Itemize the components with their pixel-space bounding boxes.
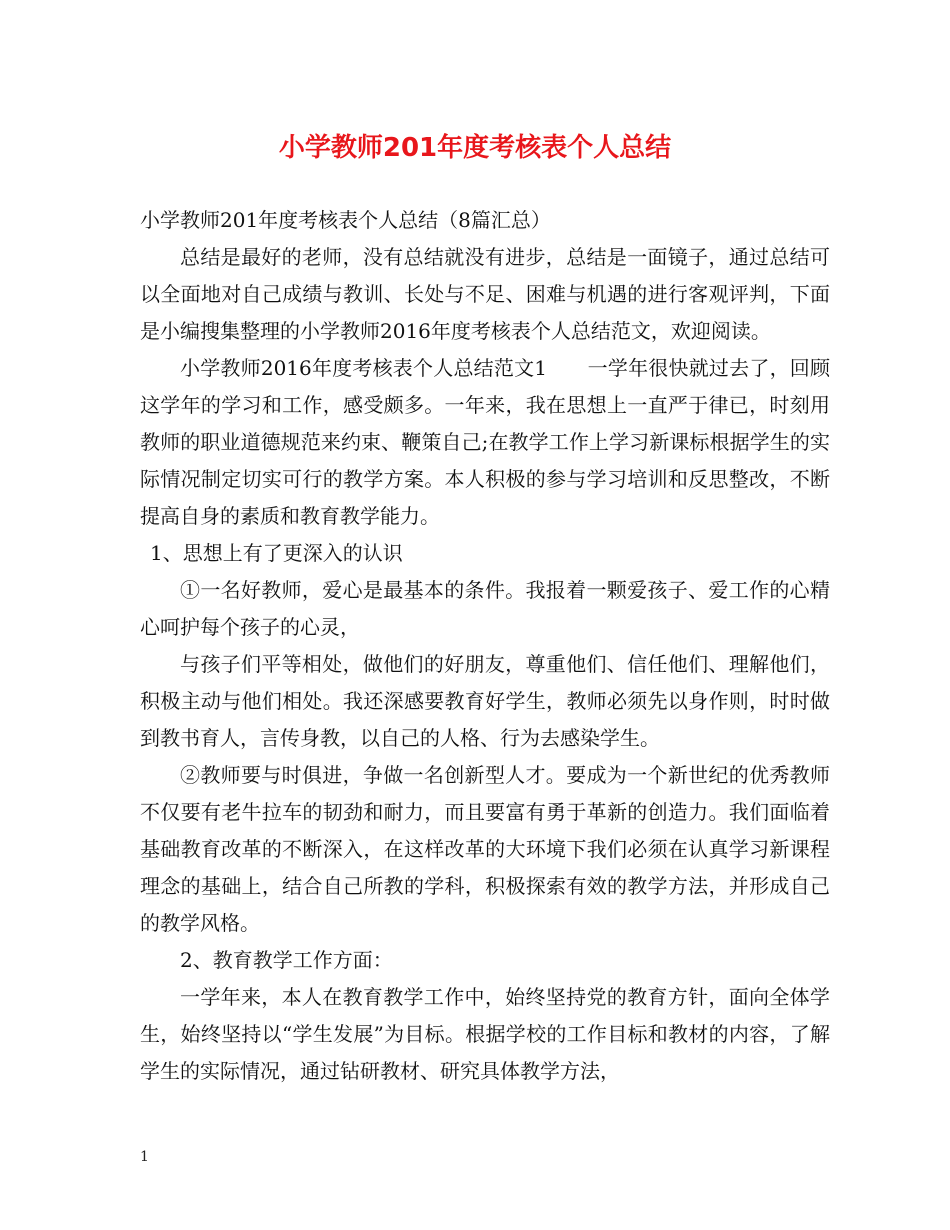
paragraph-intro: 总结是最好的老师，没有总结就没有进步，总结是一面镜子，通过总结可以全面地对自己成绩与教训、长处与不足、困难与机遇的进行客观评判，下面是小编搜集整理的小学教师2016年度考核表个人总结范文，欢迎阅读。: [140, 245, 830, 343]
document-subtitle: 小学教师201年度考核表个人总结（8篇汇总）: [140, 208, 551, 232]
section-heading-2: 2、教育教学工作方面：: [180, 948, 393, 972]
document-body: [140, 202, 830, 1090]
paragraph-point-1: ①一名好教师，爱心是最基本的条件。我报着一颗爱孩子、爱工作的心精心呵护每个孩子的心灵，: [140, 578, 830, 639]
paragraph-teaching: 一学年来，本人在教育教学工作中，始终坚持党的教育方针，面向全体学生，始终坚持以“学生发展”为目标。根据学校的工作目标和教材的内容，了解学生的实际情况，通过钻研教材、研究具体教学方法，: [140, 985, 830, 1083]
paragraph-point-2: ②教师要与时俱进，争做一名创新型人才。要成为一个新世纪的优秀教师不仅要有老牛拉车的韧劲和耐力，而且要富有勇于革新的创造力。我们面临着基础教育改革的不断深入，在这样改革的大环境下我们必须在认真学习新课程理念的基础上，结合自己所教的学科，积极探索有效的教学方法，并形成自己的教学风格。: [140, 763, 830, 935]
page-number: 1: [140, 1149, 149, 1165]
section-heading-1: 1、思想上有了更深入的认识: [150, 541, 403, 565]
document-title: 小学教师201年度考核表个人总结: [278, 133, 672, 163]
paragraph-essay-1: 小学教师2016年度考核表个人总结范文1 一学年很快就过去了，回顾这学年的学习和工作，感受颇多。一年来，我在思想上一直严于律已，时刻用教师的职业道德规范来约束、鞭策自己;在教学工作上学习新课标根据学生的实际情况制定切实可行的教学方案。本人积极的参与学习培训和反思整改，不断提高自身的素质和教育教学能力。: [140, 356, 830, 528]
paragraph-point-1-cont: 与孩子们平等相处，做他们的好朋友，尊重他们、信任他们、理解他们，积极主动与他们相处。我还深感要教育好学生，教师必须先以身作则，时时做到教书育人，言传身教，以自己的人格、行为去感染学生。: [140, 652, 830, 750]
